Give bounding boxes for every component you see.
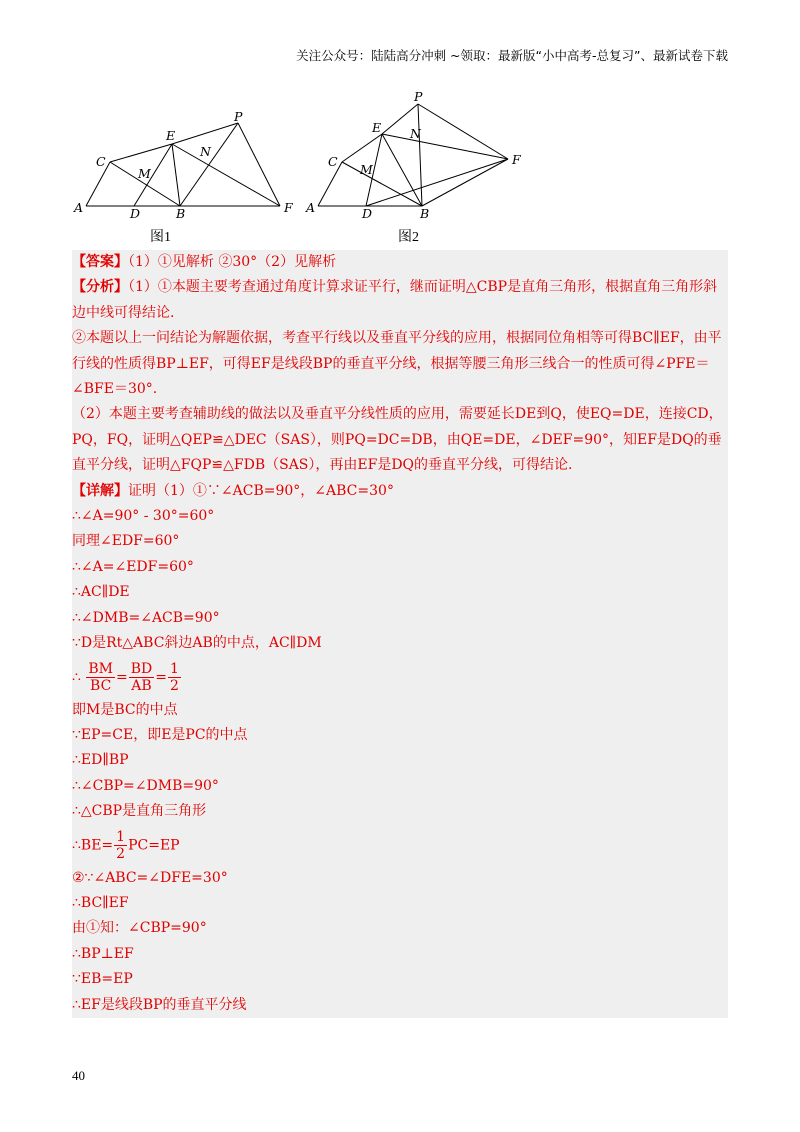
detail-tag: 【详解】 (72, 482, 128, 499)
fig1-label-d: D (130, 206, 141, 221)
fig2-label-m: M (360, 162, 373, 177)
fig1-label-n: N (200, 144, 211, 159)
frac4-num: 1 (116, 828, 126, 845)
equals-sign: = (116, 669, 128, 685)
fig1-label-b: B (176, 206, 186, 221)
fig1-label-p: P (234, 109, 243, 124)
fraction-bm-bc (86, 661, 115, 694)
frac2-num: BD (130, 660, 153, 677)
be-prefix: ∴BE= (72, 837, 114, 854)
fraction-half-2 (114, 829, 127, 862)
fig2-label-b: B (420, 206, 430, 221)
figure-1-caption: 图1 (150, 230, 171, 245)
analysis-tag: 【分析】 (72, 279, 128, 296)
answer-line (72, 250, 728, 275)
proof-line-12: ∴△CBP是直角三角形 (72, 803, 207, 820)
fig1-label-m: M (138, 166, 151, 181)
proof-line-ratio (72, 657, 728, 698)
solution-body (72, 250, 728, 1018)
fig2-label-n: N (410, 126, 421, 141)
frac4-den: 2 (116, 845, 126, 862)
answer-text: （1）①见解析 ②30°（2）见解析 (128, 254, 337, 270)
proof-line-16: 由①知：∠CBP=90° (72, 920, 207, 937)
proof-line-5: ∴∠DMB=∠ACB=90° (72, 609, 220, 626)
frac2-den: AB (131, 677, 152, 694)
fig1-label-e: E (166, 128, 176, 143)
answer-tag: 【答案】 (72, 254, 128, 270)
frac3-den: 2 (169, 677, 179, 694)
fig1-label-c: C (96, 154, 106, 169)
frac1-den: BC (90, 677, 112, 694)
frac1-num: BM (88, 660, 113, 677)
fig2-label-f: F (512, 152, 521, 167)
proof-line-1: ∴∠A=90° - 30°=60° (72, 508, 215, 525)
figure-2 (302, 88, 542, 248)
proof-line-15: ∴BC∥EF (72, 894, 129, 911)
fig2-label-e: E (372, 120, 382, 135)
figure-1 (70, 88, 310, 248)
proof-line-14: ②∵∠ABC=∠DFE=30° (72, 869, 228, 886)
detail-intro: 证明（1）①∵∠ACB=90°，∠ABC=30° (128, 482, 394, 499)
proof-line-6: ∵D是Rt△ABC斜边AB的中点，AC∥DM (72, 635, 322, 652)
proof-line-3: ∴∠A=∠EDF=60° (72, 558, 194, 575)
proof-line-19: ∴EF是线段BP的垂直平分线 (72, 996, 247, 1013)
fig2-label-d: D (362, 206, 373, 221)
fig2-label-c: C (328, 154, 338, 169)
page-number: 40 (72, 1068, 85, 1083)
proof-line-18: ∵EB=EP (72, 971, 133, 988)
fig2-label-a: A (306, 200, 316, 215)
figure-2-caption: 图2 (398, 230, 419, 245)
analysis-paragraph-2: ②本题以上一问结论为解题依据，考查平行线以及垂直平分线的应用，根据同位角相等可得BC∥EF，由平行线的性质得BP⊥EF，可得EF是线段BP的垂直平分线，根据等腰三角形三线合一的性质可得∠PFE＝∠BFE＝30°. (72, 330, 722, 398)
proof-line-17: ∴BP⊥EF (72, 945, 134, 962)
frac3-num: 1 (169, 660, 179, 677)
fig1-label-f: F (284, 200, 293, 215)
page-header: 关注公众号：陆陆高分冲刺 ~领取：最新版“小中高考-总复习”、最新试卷下载 (296, 48, 728, 63)
figure-1-diagram (70, 88, 310, 228)
proof-line-2: 同理∠EDF=60° (72, 533, 180, 550)
analysis-paragraph-1 (72, 275, 728, 326)
fraction-bd-ab (129, 661, 155, 694)
be-suffix: PC=EP (128, 837, 180, 854)
proof-line-10: ∴ED∥BP (72, 752, 129, 769)
equals-sign-2: = (155, 669, 167, 685)
detail-line (72, 479, 728, 504)
fig1-label-a: A (74, 200, 84, 215)
figure-2-diagram (302, 88, 542, 228)
fig2-label-p: P (414, 89, 423, 104)
proof-line-13 (72, 825, 728, 866)
proof-line-4: ∴AC∥DE (72, 584, 130, 601)
analysis-paragraph-3: （2）本题主要考查辅助线的做法以及垂直平分线性质的应用，需要延长DE到Q，使EQ=DE，连接CD，PQ，FQ，证明△QEP≌△DEC（SAS），则PQ=DC=DB，由QE=DE，∠DEF=90°，知EF是DQ的垂直平分线，证明△FQP≌△FDB（SAS），再由EF是DQ的垂直平分线，可得结论. (72, 406, 723, 474)
proof-line-9: ∵EP=CE，即E是PC的中点 (72, 726, 248, 743)
analysis-text-1: （1）①本题主要考查通过角度计算求证平行，继而证明△CBP是直角三角形，根据直角三角形斜边中线可得结论. (72, 279, 718, 321)
fraction-half (168, 661, 181, 694)
figures (70, 88, 550, 248)
proof-line-11: ∴∠CBP=∠DMB=90° (72, 777, 219, 794)
proof-line-8: 即M是BC的中点 (72, 701, 178, 718)
ratio-prefix: ∴ (72, 669, 81, 685)
